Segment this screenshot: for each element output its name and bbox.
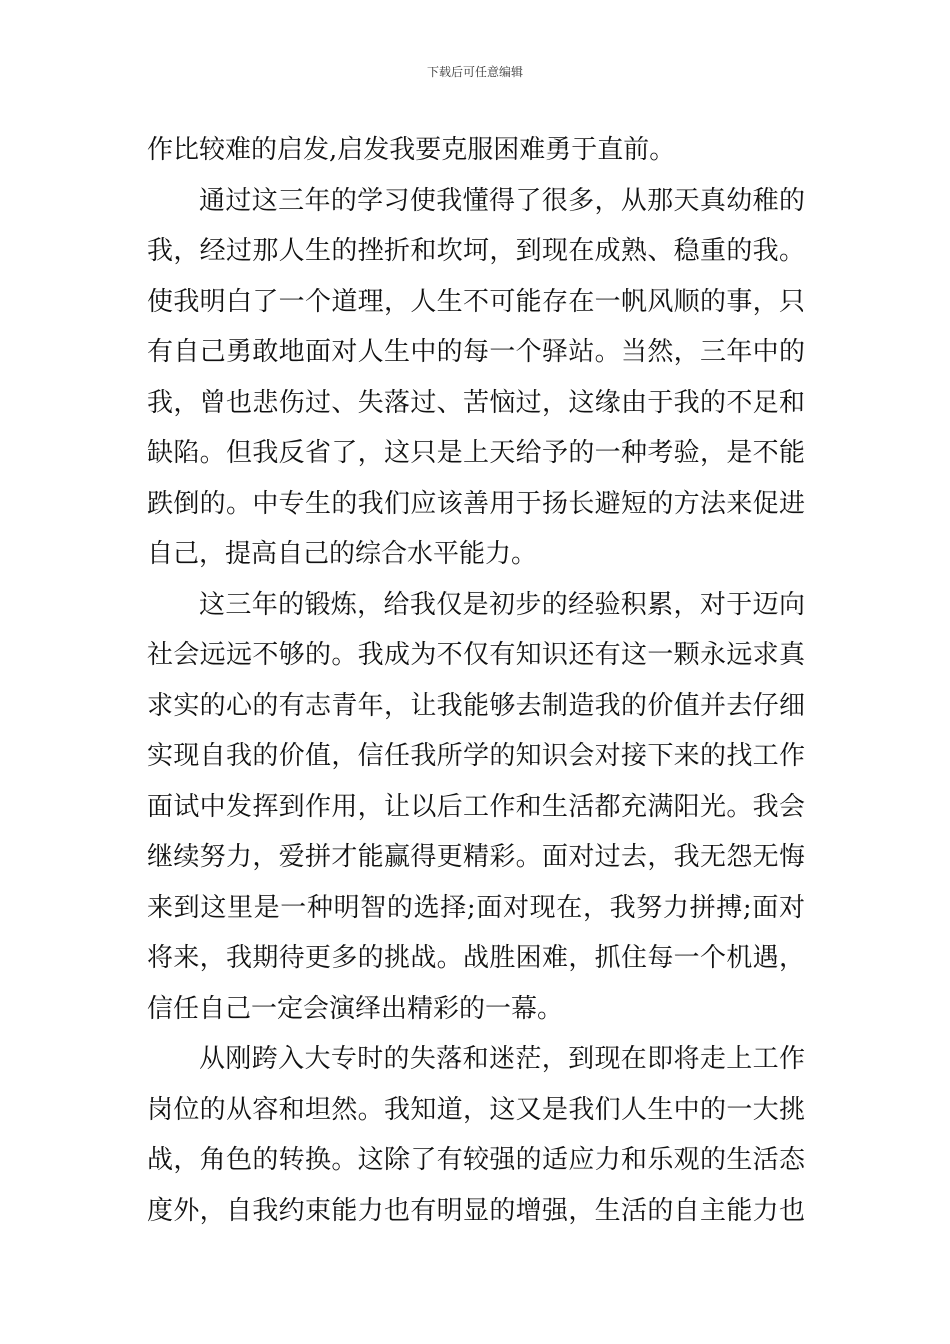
text-line: 缺陷。但我反省了，这只是上天给予的一种考验，是不能: [147, 438, 805, 468]
paragraph: [147, 1034, 805, 1236]
document-body: [147, 125, 805, 1236]
text-line: 作比较难的启发,启发我要克服困难勇于直前。: [147, 135, 676, 165]
text-line: 我，经过那人生的挫折和坎坷，到现在成熟、稳重的我。: [147, 236, 805, 266]
text-line: 来到这里是一种明智的选择;面对现在，我努力拼搏;面对: [147, 892, 805, 923]
paragraph: [147, 125, 805, 176]
text-line: 有自己勇敢地面对人生中的每一个驿站。当然，三年中的: [147, 337, 805, 367]
paragraph: [147, 580, 805, 1035]
text-line: 从刚跨入大专时的失落和迷茫，到现在即将走上工作: [199, 1044, 805, 1074]
text-line: 我，曾也悲伤过、失落过、苦恼过，这缘由于我的不足和: [147, 387, 805, 418]
text-line: 求实的心的有志青年，让我能够去制造我的价值并去仔细: [147, 690, 805, 721]
text-line: 度外，自我约束能力也有明显的增强，生活的自主能力也: [147, 1195, 805, 1226]
text-line: 使我明白了一个道理，人生不可能存在一帆风顺的事，只: [147, 286, 805, 317]
text-line: 自己，提高自己的综合水平能力。: [147, 539, 538, 569]
text-line: 战，角色的转换。这除了有较强的适应力和乐观的生活态: [147, 1145, 805, 1175]
text-line: 岗位的从容和坦然。我知道，这又是我们人生中的一大挑: [147, 1094, 805, 1125]
text-line: 跌倒的。中专生的我们应该善用于扬长避短的方法来促进: [147, 488, 805, 519]
text-line: 继续努力，爱拼才能赢得更精彩。面对过去，我无怨无悔: [147, 842, 805, 872]
text-line: 这三年的锻炼，给我仅是初步的经验积累，对于迈向: [199, 589, 805, 620]
text-line: 社会远远不够的。我成为不仅有知识还有这一颗永远求真: [147, 640, 805, 670]
text-line: 面试中发挥到作用，让以后工作和生活都充满阳光。我会: [147, 791, 805, 822]
text-line: 通过这三年的学习使我懂得了很多，从那天真幼稚的: [199, 185, 805, 216]
paragraph: [147, 176, 805, 580]
text-line: 实现自我的价值，信任我所学的知识会对接下来的找工作: [147, 741, 805, 771]
text-line: 将来，我期待更多的挑战。战胜困难，抓住每一个机遇，: [147, 943, 805, 973]
text-line: 信任自己一定会演绎出精彩的一幕。: [147, 993, 564, 1024]
page-header: 下载后可任意编辑: [426, 65, 523, 79]
